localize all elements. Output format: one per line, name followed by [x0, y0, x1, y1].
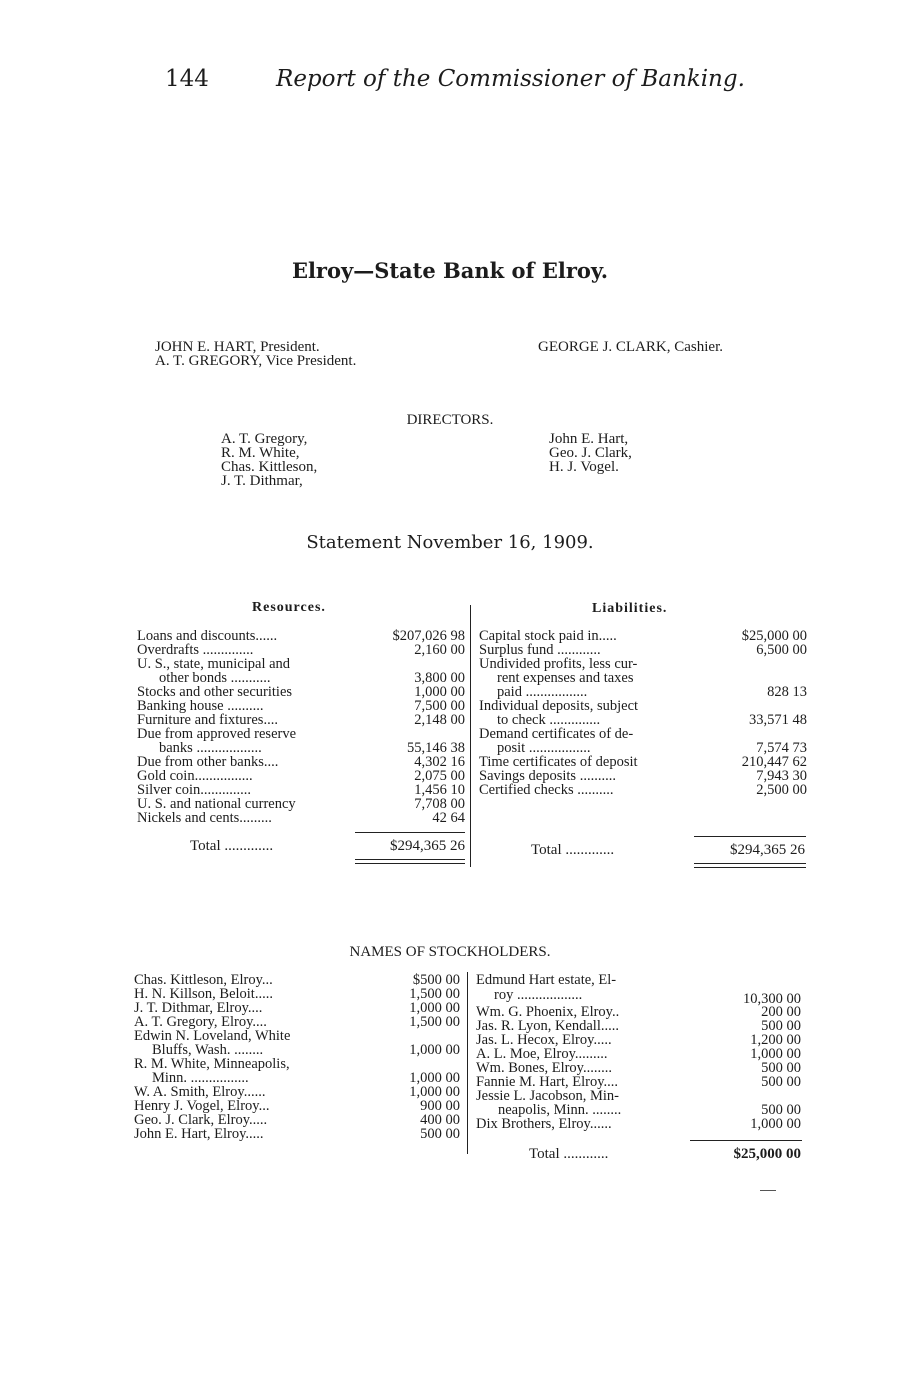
- stockholder-row: [476, 1117, 801, 1131]
- resource-label: Loans and discounts......: [137, 628, 278, 644]
- stockholder-name: Dix Brothers, Elroy......: [476, 1116, 612, 1132]
- resource-label: Banking house ..........: [137, 698, 264, 714]
- liability-label: Certified checks ..........: [479, 782, 614, 798]
- liability-label: Individual deposits, subject: [479, 698, 639, 714]
- liability-amount: $25,000 00: [741, 628, 807, 644]
- stockholder-name: H. N. Killson, Beloit.....: [134, 986, 273, 1002]
- stockholder-amount: 1,200 00: [750, 1032, 801, 1048]
- stockholder-name: roy ..................: [494, 987, 583, 1003]
- stockholder-name: W. A. Smith, Elroy......: [134, 1084, 266, 1100]
- resource-label: Nickels and cents.........: [137, 810, 272, 826]
- officer-vice-president: A. T. GREGORY, Vice President.: [155, 353, 357, 369]
- resource-amount: 7,708 00: [414, 796, 465, 812]
- stockholder-row: [476, 987, 801, 1007]
- stockholders-total-label: Total ............: [529, 1146, 609, 1162]
- stockholder-amount: 1,000 00: [409, 1042, 460, 1058]
- resource-label: other bonds ...........: [159, 670, 271, 686]
- stockholder-name: Edwin N. Loveland, White: [134, 1028, 291, 1044]
- resource-label: Overdrafts ..............: [137, 642, 254, 658]
- stockholder-amount: 900 00: [420, 1098, 460, 1114]
- liability-label: Undivided profits, less cur-: [479, 656, 638, 672]
- stockholder-amount: 1,000 00: [750, 1046, 801, 1062]
- liability-label: Savings deposits ..........: [479, 768, 616, 784]
- resource-amount: 3,800 00: [414, 670, 465, 686]
- liabilities-heading: Liabilities.: [592, 601, 668, 616]
- resource-label: Due from approved reserve: [137, 726, 297, 742]
- stockholder-amount: 500 00: [420, 1126, 460, 1142]
- liability-label: Capital stock paid in.....: [479, 628, 617, 644]
- page-number: 144: [165, 66, 209, 92]
- stockholder-amount: 400 00: [420, 1112, 460, 1128]
- resource-amount: 2,160 00: [414, 642, 465, 658]
- stockholder-amount: 1,000 00: [409, 1000, 460, 1016]
- liability-amount: 2,500 00: [756, 782, 807, 798]
- resource-label: Due from other banks....: [137, 754, 279, 770]
- resource-label: banks ..................: [159, 740, 262, 756]
- stockholders-heading: NAMES OF STOCKHOLDERS.: [349, 944, 551, 960]
- double-rule: [355, 859, 465, 864]
- liability-line: [479, 783, 807, 797]
- liability-label: rent expenses and taxes: [497, 670, 634, 686]
- director: R. M. White,: [221, 445, 300, 461]
- stockholder-row: [134, 1127, 460, 1141]
- running-title: Report of the Commissioner of Banking.: [276, 66, 745, 92]
- resources-total-label: Total .............: [190, 838, 274, 854]
- stockholder-name: Wm. G. Phoenix, Elroy..: [476, 1004, 620, 1020]
- resources-total-amount: $294,365 26: [390, 838, 465, 854]
- resource-line: [137, 811, 465, 825]
- column-divider: [467, 972, 468, 1154]
- liability-label: to check ..............: [497, 712, 601, 728]
- director: Chas. Kittleson,: [221, 459, 318, 475]
- liability-amount: 7,574 73: [756, 740, 807, 756]
- stockholder-name: Chas. Kittleson, Elroy...: [134, 972, 273, 988]
- liability-amount: 7,943 30: [756, 768, 807, 784]
- stockholder-amount: 500 00: [761, 1074, 801, 1090]
- resources-heading: Resources.: [252, 600, 326, 615]
- resource-label: Silver coin..............: [137, 782, 251, 798]
- stockholder-name: J. T. Dithmar, Elroy....: [134, 1000, 263, 1016]
- resource-label: U. S. and national currency: [137, 796, 296, 812]
- liabilities-total-label: Total .............: [531, 842, 615, 858]
- resource-amount: 55,146 38: [407, 740, 465, 756]
- liability-label: paid .................: [497, 684, 588, 700]
- director: J. T. Dithmar,: [221, 473, 303, 489]
- stockholder-name: Fannie M. Hart, Elroy....: [476, 1074, 619, 1090]
- double-rule: [694, 863, 806, 868]
- liability-label: Surplus fund ............: [479, 642, 601, 658]
- liability-amount: 6,500 00: [756, 642, 807, 658]
- stockholder-name: Wm. Bones, Elroy........: [476, 1060, 612, 1076]
- liability-label: Time certificates of deposit: [479, 754, 638, 770]
- stockholder-name: A. T. Gregory, Elroy....: [134, 1014, 267, 1030]
- stockholder-name: neapolis, Minn. ........: [498, 1102, 622, 1118]
- total-rule: [355, 832, 465, 833]
- resource-amount: 4,302 16: [414, 754, 465, 770]
- director: Geo. J. Clark,: [549, 445, 632, 461]
- resource-label: U. S., state, municipal and: [137, 656, 291, 672]
- total-rule: [690, 1140, 802, 1141]
- liabilities-total-amount: $294,365 26: [730, 842, 805, 858]
- stockholder-amount: 1,000 00: [750, 1116, 801, 1132]
- resource-amount: $207,026 98: [392, 628, 465, 644]
- liability-label: posit .................: [497, 740, 591, 756]
- liability-amount: 33,571 48: [749, 712, 807, 728]
- bank-title: Elroy—State Bank of Elroy.: [291, 258, 609, 283]
- resource-label: Stocks and other securities: [137, 684, 293, 700]
- stockholder-name: Minn. ................: [152, 1070, 249, 1086]
- stockholder-name: A. L. Moe, Elroy.........: [476, 1046, 608, 1062]
- liability-label: Demand certificates of de-: [479, 726, 634, 742]
- stockholder-name: Jas. R. Lyon, Kendall.....: [476, 1018, 619, 1034]
- stockholder-amount: 1,500 00: [409, 986, 460, 1002]
- total-rule: [694, 836, 806, 837]
- resource-amount: 1,000 00: [414, 684, 465, 700]
- liability-amount: 828 13: [767, 684, 807, 700]
- stockholder-name: R. M. White, Minneapolis,: [134, 1056, 290, 1072]
- stockholder-amount: 500 00: [761, 1102, 801, 1118]
- stockholder-row: [476, 973, 801, 987]
- director: A. T. Gregory,: [221, 431, 308, 447]
- officer-president: JOHN E. HART, President.: [155, 339, 320, 355]
- resource-amount: 7,500 00: [414, 698, 465, 714]
- stockholder-name: Bluffs, Wash. ........: [152, 1042, 264, 1058]
- stockholder-name: Henry J. Vogel, Elroy...: [134, 1098, 270, 1114]
- stockholder-amount: 1,000 00: [409, 1070, 460, 1086]
- officer-cashier: GEORGE J. CLARK, Cashier.: [538, 339, 723, 355]
- director: H. J. Vogel.: [549, 459, 619, 475]
- stockholder-amount: $500 00: [412, 972, 460, 988]
- stockholders-total-amount: $25,000 00: [733, 1146, 801, 1162]
- stockholder-amount: 1,500 00: [409, 1014, 460, 1030]
- stockholder-amount: 500 00: [761, 1060, 801, 1076]
- stockholder-name: Jas. L. Hecox, Elroy.....: [476, 1032, 612, 1048]
- resource-amount: 1,456 10: [414, 782, 465, 798]
- resource-label: Furniture and fixtures....: [137, 712, 278, 728]
- stockholder-name: John E. Hart, Elroy.....: [134, 1126, 264, 1142]
- stockholder-name: Edmund Hart estate, El-: [476, 972, 617, 988]
- director: John E. Hart,: [549, 431, 629, 447]
- stockholder-name: Geo. J. Clark, Elroy.....: [134, 1112, 268, 1128]
- directors-heading: DIRECTORS.: [406, 412, 494, 428]
- stockholder-amount: 200 00: [761, 1004, 801, 1020]
- resource-amount: 42 64: [432, 810, 465, 826]
- resource-amount: 2,148 00: [414, 712, 465, 728]
- column-divider: [470, 605, 471, 867]
- stockholder-name: Jessie L. Jacobson, Min-: [476, 1088, 619, 1104]
- stockholder-amount: 1,000 00: [409, 1084, 460, 1100]
- resource-label: Gold coin................: [137, 768, 253, 784]
- statement-title: Statement November 16, 1909.: [306, 532, 594, 553]
- ornament-rule: [760, 1190, 776, 1191]
- stockholder-amount: 500 00: [761, 1018, 801, 1034]
- resource-amount: 2,075 00: [414, 768, 465, 784]
- liability-amount: 210,447 62: [741, 754, 807, 770]
- stockholder-amount: 10,300 00: [743, 991, 801, 1007]
